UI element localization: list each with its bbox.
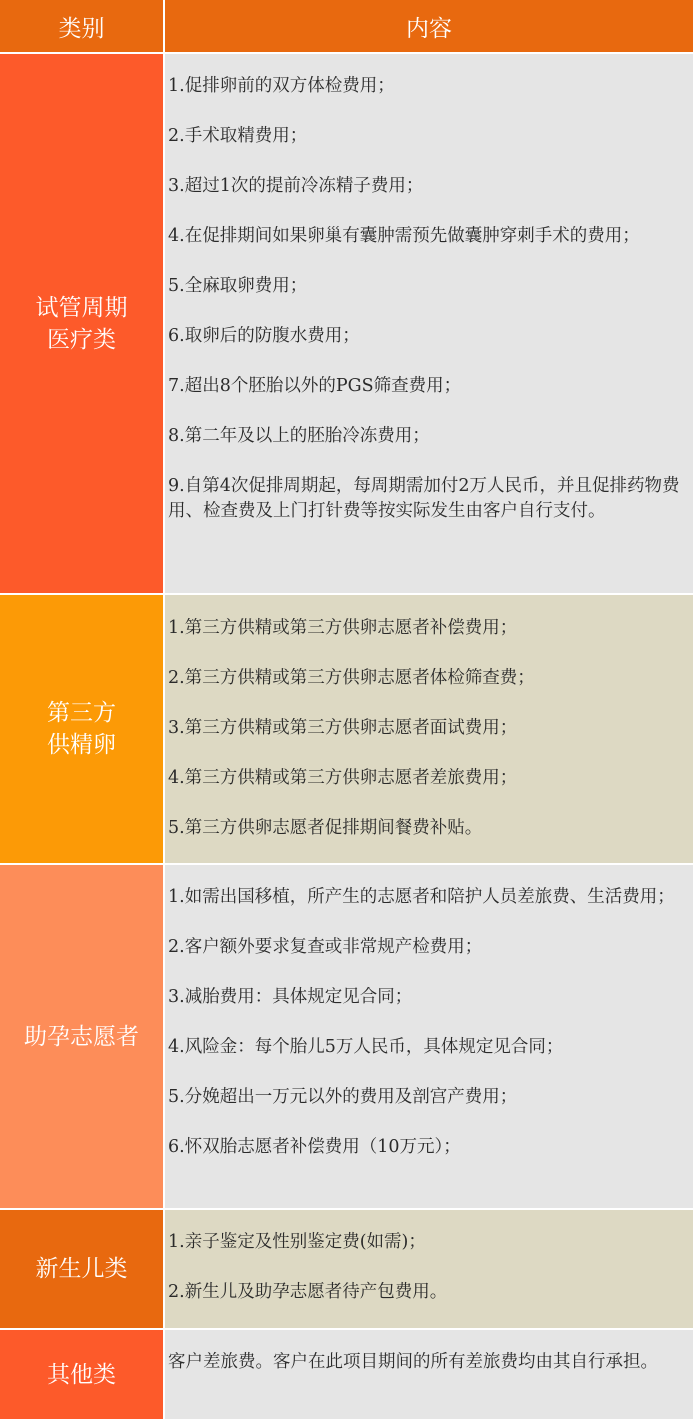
category-surrogate <box>0 864 164 1209</box>
list-item: 4.风险金：每个胎儿5万人民币，具体规定见合同； <box>168 1037 564 1057</box>
header-content: 内容 <box>164 0 693 53</box>
row-ivf-medical <box>0 53 693 594</box>
list-item: 2.客户额外要求复查或非常规产检费用； <box>168 937 483 957</box>
list-item: 8.第二年及以上的胚胎冷冻费用； <box>168 426 430 446</box>
list-item: 4.在促排期间如果卵巢有囊肿需预先做囊肿穿刺手术的费用； <box>168 226 640 246</box>
category-line: 试管周期 <box>35 294 128 321</box>
content-third-party-donor <box>164 594 693 864</box>
category-line: 医疗类 <box>47 326 116 353</box>
list-item: 1.第三方供精或第三方供卵志愿者补偿费用； <box>168 618 518 638</box>
content-other <box>164 1329 693 1419</box>
category-line: 第三方 <box>47 700 116 726</box>
content-newborn <box>164 1209 693 1329</box>
category-line: 其他类 <box>47 1361 116 1388</box>
list-item: 9.自第4次促排周期起，每周期需加付2万人民币，并且促排药物费用、检查费及上门打针费等按实际发生由客户自行支付。 <box>168 476 680 521</box>
category-line: 新生儿类 <box>35 1256 128 1282</box>
list-item: 1.亲子鉴定及性别鉴定费(如需)； <box>168 1232 426 1252</box>
content-ivf-medical <box>164 53 693 594</box>
list-item: 5.全麻取卵费用； <box>168 276 308 296</box>
list-item: 2.第三方供精或第三方供卵志愿者体检筛查费； <box>168 668 535 688</box>
category-ivf-medical <box>0 53 164 594</box>
category-line: 助孕志愿者 <box>24 1023 139 1050</box>
row-other <box>0 1329 693 1419</box>
list-item: 1.如需出国移植，所产生的志愿者和陪护人员差旅费、生活费用； <box>168 887 675 907</box>
category-other <box>0 1329 164 1419</box>
content-surrogate <box>164 864 693 1209</box>
header-row <box>0 0 693 53</box>
list-item: 6.取卵后的防腹水费用； <box>168 326 360 346</box>
list-item: 5.分娩超出一万元以外的费用及剖宫产费用； <box>168 1087 518 1107</box>
row-surrogate <box>0 864 693 1209</box>
row-third-party-donor <box>0 594 693 864</box>
list-item: 1.促排卵前的双方体检费用； <box>168 76 395 96</box>
list-item: 2.手术取精费用； <box>168 126 308 146</box>
list-item: 5.第三方供卵志愿者促排期间餐费补贴。 <box>168 818 483 838</box>
list-item: 2.新生儿及助孕志愿者待产包费用。 <box>168 1282 448 1302</box>
row-newborn <box>0 1209 693 1329</box>
category-line: 供精卵 <box>47 732 116 758</box>
list-item: 3.减胎费用：具体规定见合同； <box>168 987 413 1007</box>
header-category: 类别 <box>0 0 164 53</box>
list-item: 3.超过1次的提前冷冻精子费用； <box>168 176 424 196</box>
list-item: 3.第三方供精或第三方供卵志愿者面试费用； <box>168 718 518 738</box>
category-third-party-donor <box>0 594 164 864</box>
list-item: 7.超出8个胚胎以外的PGS筛查费用； <box>168 376 462 396</box>
list-item: 4.第三方供精或第三方供卵志愿者差旅费用； <box>168 768 518 788</box>
list-item: 6.怀双胎志愿者补偿费用（10万元）； <box>168 1137 461 1157</box>
list-item: 客户差旅费。客户在此项目期间的所有差旅费均由其自行承担。 <box>168 1352 658 1372</box>
category-newborn <box>0 1209 164 1329</box>
